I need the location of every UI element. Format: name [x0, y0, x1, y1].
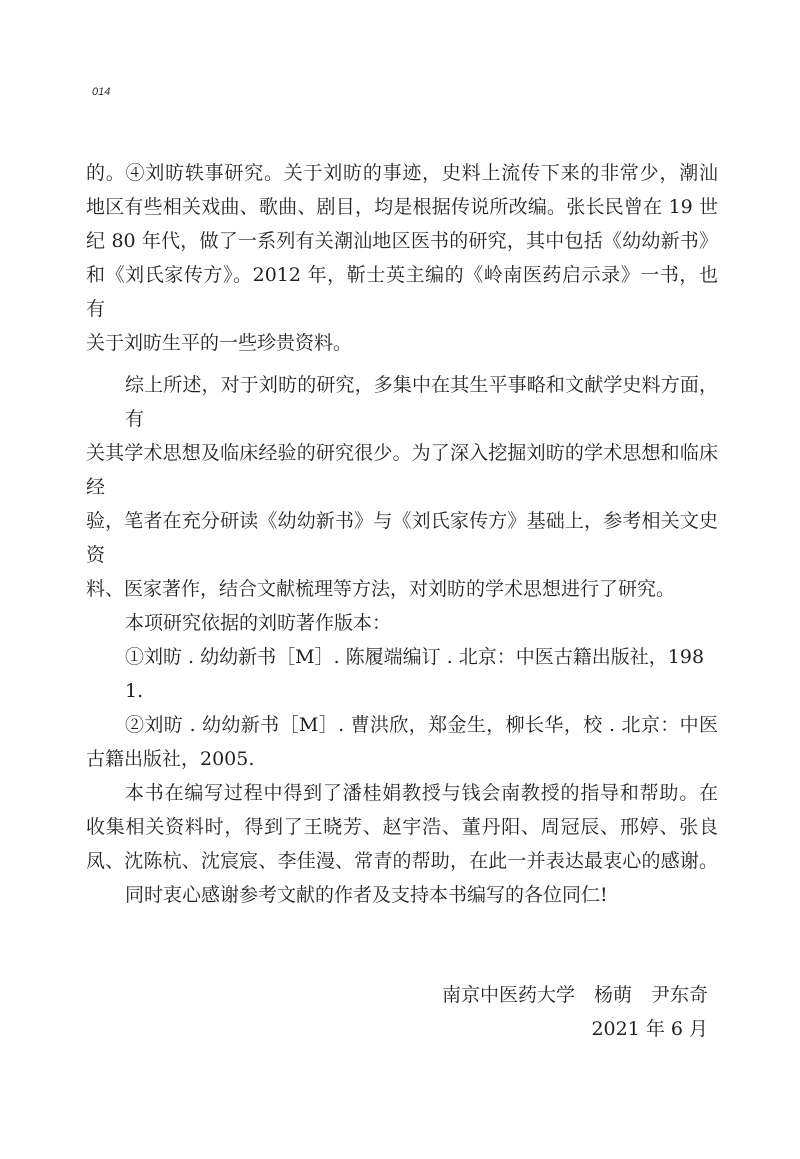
body-line: 地区有些相关戏曲、歌曲、剧目，均是根据传说所改编。张长民曾在 19 世 — [86, 196, 718, 218]
page-number: 014 — [92, 86, 111, 98]
date: 2021 年 6 月 — [591, 1018, 708, 1040]
body-line: 本项研究依据的刘昉著作版本： — [125, 612, 392, 634]
body-line: 验，笔者在充分研读《幼幼新书》与《刘氏家传方》基础上，参考相关文史资 — [86, 510, 718, 566]
reference-2-cont: 古籍出版社，2005. — [86, 748, 255, 770]
body-line: 料、医家著作，结合文献梳理等方法，对刘昉的学术思想进行了研究。 — [86, 578, 676, 600]
body-line: 和《刘氏家传方》。2012 年，靳士英主编的《岭南医药启示录》一书，也有 — [86, 264, 718, 320]
body-line: 凤、沈陈杭、沈宸宸、李佳漫、常青的帮助，在此一并表达最衷心的感谢。 — [86, 850, 718, 872]
body-line: 综上所述，对于刘昉的研究，多集中在其生平事略和文献学史料方面，有 — [125, 374, 718, 430]
page-body — [86, 156, 718, 1046]
body-line: 同时衷心感谢参考文献的作者及支持本书编写的各位同仁! — [125, 884, 608, 906]
body-line: 的。④刘昉轶事研究。关于刘昉的事迹，史料上流传下来的非常少，潮汕 — [86, 162, 718, 184]
reference-1: ①刘昉 . 幼幼新书［M］. 陈履端编订 . 北京：中医古籍出版社，1981. — [125, 646, 705, 702]
body-line: 关其学术思想及临床经验的研究很少。为了深入挖掘刘昉的学术思想和临床经 — [86, 442, 718, 498]
signature: 南京中医药大学 杨萌 尹东奇 — [441, 984, 708, 1006]
reference-2: ②刘昉 . 幼幼新书［M］. 曹洪欣，郑金生，柳长华，校 . 北京：中医 — [125, 714, 718, 736]
body-line: 收集相关资料时，得到了王晓芳、赵宇浩、董丹阳、周冠辰、邢婷、张良 — [86, 816, 718, 838]
body-line: 关于刘昉生平的一些珍贵资料。 — [86, 332, 353, 354]
body-line: 纪 80 年代，做了一系列有关潮汕地区医书的研究，其中包括《幼幼新书》 — [86, 230, 718, 252]
body-line: 本书在编写过程中得到了潘桂娟教授与钱会南教授的指导和帮助。在 — [125, 782, 718, 804]
